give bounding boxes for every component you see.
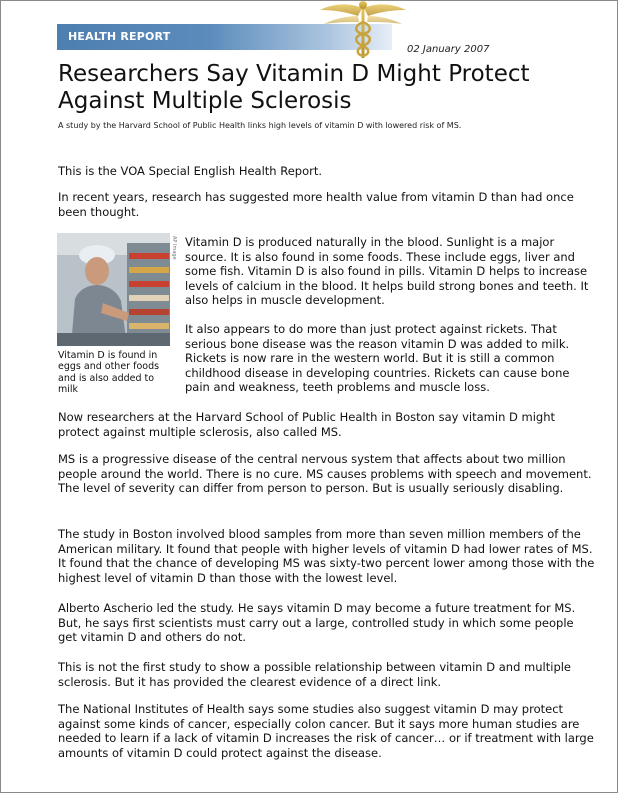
- article-subtitle: A study by the Harvard School of Public Health links high levels of vitamin D with lowered risk of MS.: [58, 121, 462, 130]
- paragraph-8: This is not the first study to show a possible relationship between vitamin D and multiple sclerosis. But it has provided the clearest evidence of a direct link.: [58, 660, 572, 689]
- paragraph-6: The study in Boston involved blood samples from more than seven million members of the American military. It found that people with higher levels of vitamin D had lower rates of MS. It found that the chance of developing MS was sixty-two percent lower among those with the highest level of vitamin D than those with the lowest level.: [58, 527, 595, 585]
- photo-caption: Vitamin D is found in eggs and other foods and is also added to milk: [58, 350, 160, 395]
- caduceus-icon: [318, 0, 408, 60]
- intro-paragraph: This is the VOA Special English Health Report.: [58, 164, 323, 178]
- paragraph-5: MS is a progressive disease of the central nervous system that affects about two million people around the world. There is no cure. MS causes problems with speech and movement. The level of severity can differ from person to person. But is usually seriously disabling.: [58, 452, 592, 496]
- paragraph-3: It also appears to do more than just protect against rickets. That serious bone disease was the reason vitamin D was added to milk. Rickets is now rare in the western world. But it is still a common childhood disease in developing countries. Rickets can cause bone pain and weakness, teeth problems and muscle loss.: [185, 322, 570, 395]
- photo-credit: AP Image: [171, 236, 177, 260]
- paragraph-4: Now researchers at the Harvard School of Public Health in Boston say vitamin D might protect against multiple sclerosis, also called MS.: [58, 410, 556, 439]
- paragraph-7: Alberto Ascherio led the study. He says vitamin D may become a future treatment for MS. But, he says first scientists must carry out a large, controlled study in which some people get vitamin D and others do not.: [58, 601, 576, 645]
- paragraph-9: The National Institutes of Health says some studies also suggest vitamin D may protect against some kinds of cancer, especially colon cancer. But it says more human studies are needed to learn if a lack of vitamin D increases the risk of cancer… or if treatment with large amounts of vitamin D could protect against the disease.: [58, 702, 594, 760]
- article-photo: [57, 233, 170, 346]
- paragraph-2: Vitamin D is produced naturally in the blood. Sunlight is a major source. It is also found in some foods. These include eggs, liver and some fish. Vitamin D is also found in pills. Vitamin D helps to increase levels of calcium in the blood. It helps build strong bones and teeth. It also helps in muscle development.: [185, 235, 589, 308]
- section-label: HEALTH REPORT: [68, 30, 171, 43]
- article-title: Researchers Say Vitamin D Might Protect Against Multiple Sclerosis: [58, 61, 530, 114]
- paragraph-1: In recent years, research has suggested more health value from vitamin D than had once been thought.: [58, 190, 574, 219]
- report-date: 02 January 2007: [407, 44, 490, 55]
